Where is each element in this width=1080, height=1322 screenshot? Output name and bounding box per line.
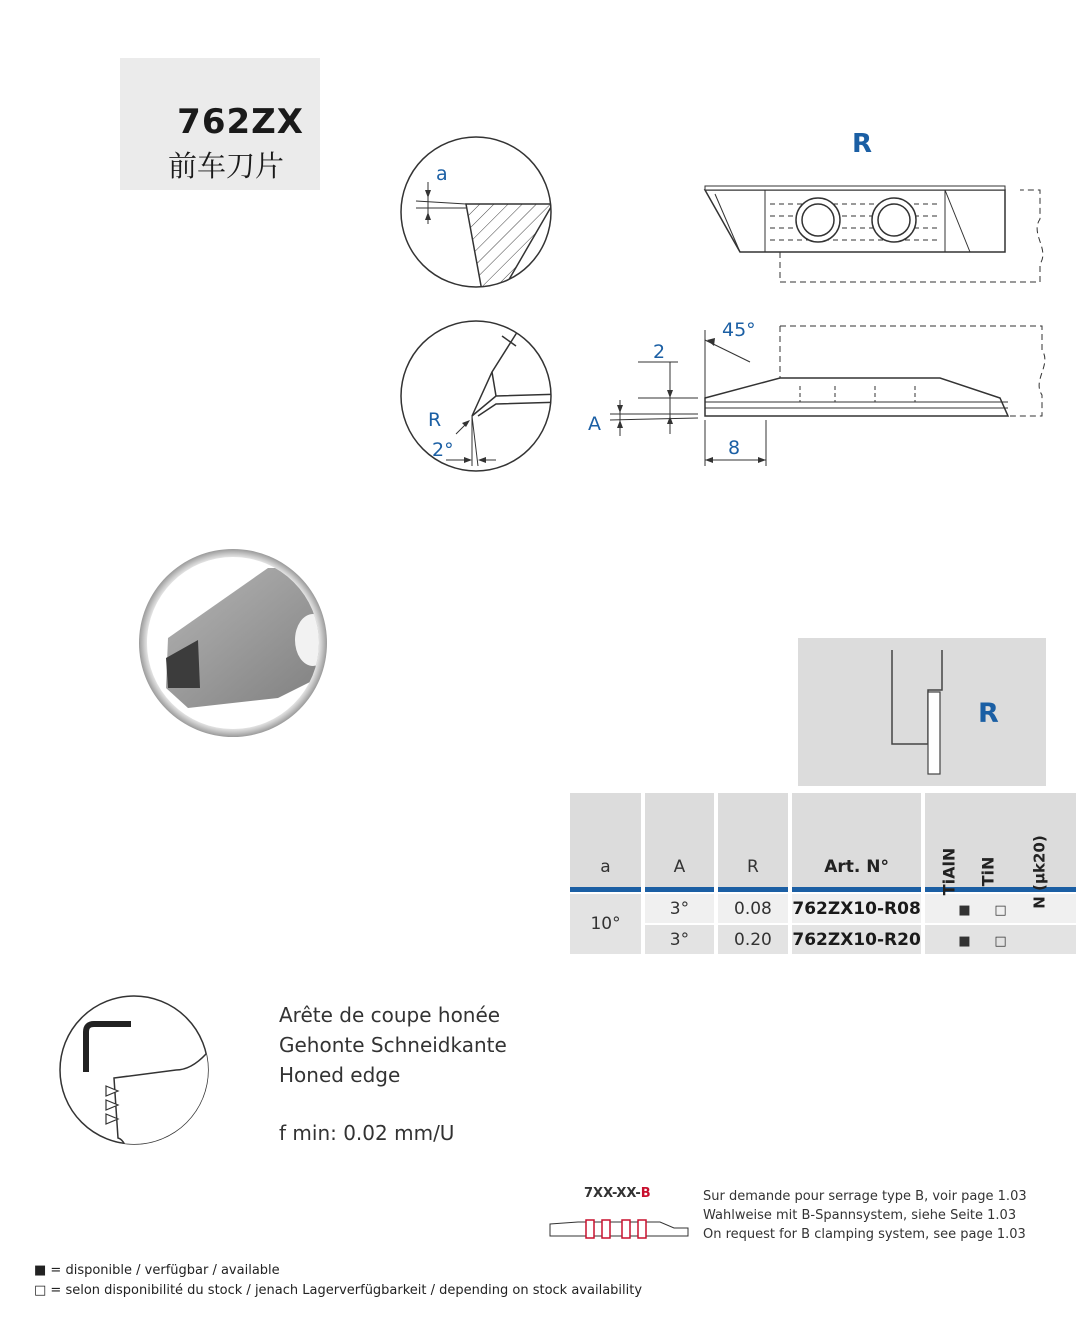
row2-tialn: ■ (958, 933, 971, 949)
header-a: a (570, 793, 641, 892)
clamping-code (584, 1186, 651, 1201)
header-tialn: TiAlN (939, 847, 959, 896)
table-row (570, 923, 1076, 954)
clamping-line-en: On request for B clamping system, see page 1.03 (703, 1227, 1026, 1242)
insert-top-view (700, 124, 1050, 284)
stock-symbol: □ (34, 1283, 47, 1298)
available-symbol: ■ (34, 1263, 47, 1278)
r-box-label: R (978, 698, 999, 729)
honed-line-fr: Arête de coupe honée (279, 1003, 501, 1027)
product-name-cn: 前车刀片 (168, 149, 285, 183)
row2-tin: □ (994, 933, 1007, 949)
available-text: = disponible / verfügbar / available (46, 1263, 280, 1278)
honed-line-de: Gehonte Schneidkante (279, 1033, 507, 1057)
row1-tin: □ (994, 902, 1007, 918)
header-art-no: Art. N° (792, 793, 921, 892)
dim-8-label: 8 (728, 437, 741, 459)
row1-tialn: ■ (958, 902, 971, 918)
clamping-code-suffix: B (640, 1186, 651, 1201)
dim-2-label: 2 (653, 341, 666, 363)
honed-edge-text (279, 1000, 507, 1148)
row2-R: 0.20 (718, 923, 788, 954)
insert-product-image (138, 548, 328, 738)
row1-R: 0.08 (718, 892, 788, 923)
angle-45-label: 45° (722, 319, 756, 341)
a-label: a (436, 163, 448, 185)
rake-angle-detail (396, 132, 556, 292)
honed-line-en: Honed edge (279, 1063, 401, 1087)
clamping-note (703, 1187, 1027, 1244)
clamping-line-de: Wahlweise mit B-Spannsystem, siehe Seite 1.03 (703, 1208, 1017, 1223)
a-value-cell: 10° (570, 892, 641, 954)
table-row (570, 892, 1076, 923)
header-coatings (925, 793, 1076, 909)
title-block (120, 58, 320, 190)
stock-text: = selon disponibilité du stock / jenach Lagerverfügbarkeit / depending on stock availability (46, 1283, 643, 1298)
availability-legend (34, 1261, 642, 1301)
two-degree-label: 2° (432, 439, 454, 461)
row1-art-no: 762ZX10-R08 (792, 892, 921, 923)
f-min-value: f min: 0.02 mm/U (279, 1121, 455, 1145)
dim-a-label: A (588, 413, 601, 435)
header-tin: TiN (978, 856, 998, 887)
r-label: R (428, 409, 442, 431)
row2-art-no: 762ZX10-R20 (792, 923, 921, 954)
row1-availability (925, 892, 1076, 923)
spec-table (566, 793, 1080, 954)
row2-A: 3° (645, 923, 714, 954)
side-r-label: R (852, 129, 873, 159)
clamping-code-prefix: 7XX-XX- (584, 1186, 641, 1201)
header-A: A (645, 793, 714, 892)
header-R: R (718, 793, 788, 892)
row1-A: 3° (645, 892, 714, 923)
product-code: 762ZX (177, 102, 304, 142)
b-clamping-insert-icon (548, 1216, 690, 1242)
corner-radius-detail (396, 316, 556, 476)
header-n-uk20: N (μk20) (1030, 835, 1049, 909)
row2-availability (925, 923, 1076, 954)
insert-side-view (580, 310, 1050, 470)
honed-edge-icon (56, 992, 212, 1148)
r-orientation-box (798, 638, 1046, 786)
clamping-line-fr: Sur demande pour serrage type B, voir page 1.03 (703, 1189, 1027, 1204)
